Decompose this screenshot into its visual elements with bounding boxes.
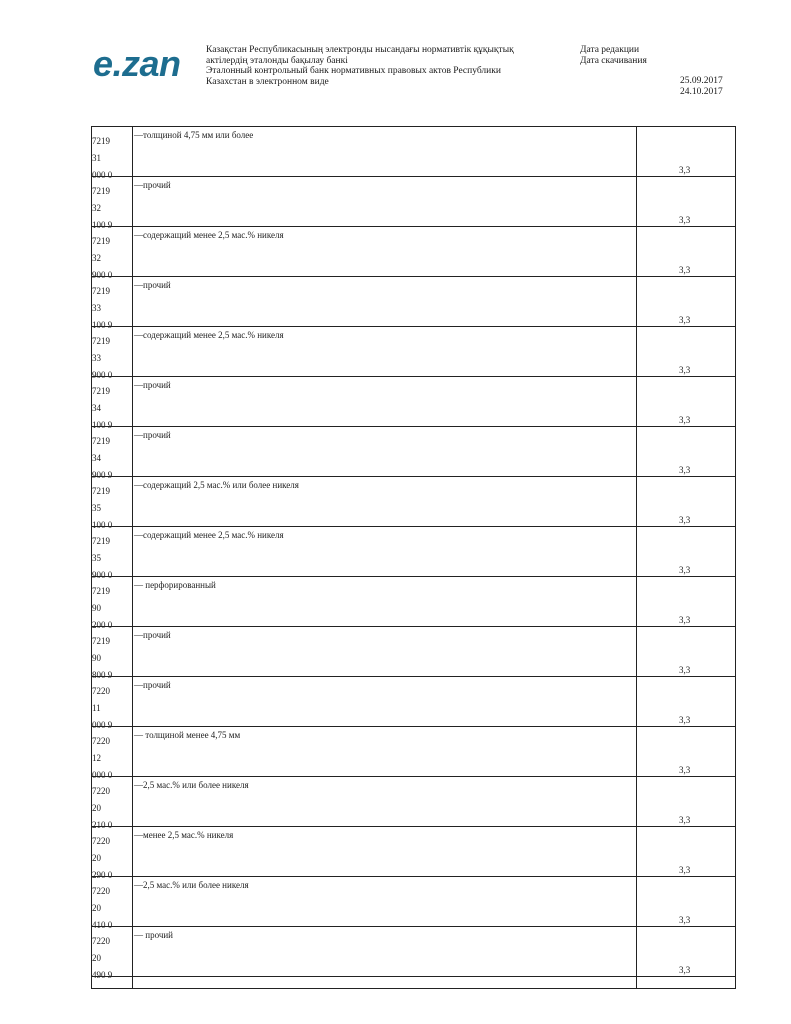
document-header <box>0 0 791 120</box>
duty-rate: 3,3 <box>679 265 691 275</box>
duty-rate: 3,3 <box>679 865 691 875</box>
item-description: —толщиной 4,75 мм или более <box>134 130 254 140</box>
table-row <box>92 127 735 180</box>
duty-rate: 3,3 <box>679 715 691 725</box>
header-line: Казахстан в электронном виде <box>206 76 329 87</box>
tariff-code: 7220 11 000 9 <box>92 686 113 730</box>
item-description: —2,5 мас.% или более никеля <box>134 780 249 790</box>
tariff-code: 7219 33 100 9 <box>92 286 113 330</box>
item-description: — прочий <box>134 930 173 940</box>
item-description: — перфорированный <box>134 580 216 590</box>
duty-rate: 3,3 <box>679 415 691 425</box>
duty-rate: 3,3 <box>679 365 691 375</box>
header-line: Эталонный контрольный банк нормативных правовых актов Республики <box>206 66 501 76</box>
duty-rate: 3,3 <box>679 465 691 475</box>
duty-rate: 3,3 <box>679 915 691 925</box>
header-source-text <box>206 45 566 87</box>
tariff-code: 7220 20 290 0 <box>92 836 113 880</box>
ezan-logo: e.zan <box>93 43 181 84</box>
tariff-code: 7219 32 900 0 <box>92 236 113 280</box>
item-description: —2,5 мас.% или более никеля <box>134 880 249 890</box>
table-row <box>92 177 735 230</box>
table-row <box>92 327 735 380</box>
table-row <box>92 477 735 530</box>
table-row <box>92 427 735 480</box>
download-date-label: Дата скачивания <box>580 55 647 66</box>
tariff-code: 7219 90 200 0 <box>92 586 113 630</box>
duty-rate: 3,3 <box>679 815 691 825</box>
duty-rate: 3,3 <box>679 515 691 525</box>
table-row <box>92 577 735 630</box>
duty-rate: 3,3 <box>679 615 691 625</box>
duty-rate: 3,3 <box>679 565 691 575</box>
table-row <box>92 277 735 330</box>
item-description: —содержащий 2,5 мас.% или более никеля <box>134 480 299 490</box>
duty-rate: 3,3 <box>679 315 691 325</box>
item-description: —содержащий менее 2,5 мас.% никеля <box>134 530 284 540</box>
tariff-code: 7220 20 410 0 <box>92 886 113 930</box>
header-dates <box>680 76 723 97</box>
tariff-code: 7220 20 210 0 <box>92 786 113 830</box>
table-row <box>92 227 735 280</box>
header-line: Казақстан Республикасының электронды нысандағы нормативтік құқықтық <box>206 45 514 55</box>
item-description: —прочий <box>134 630 171 640</box>
item-description: —прочий <box>134 380 171 390</box>
tariff-code: 7219 33 900 0 <box>92 336 113 380</box>
item-description: —содержащий менее 2,5 мас.% никеля <box>134 230 284 240</box>
table-row <box>92 377 735 430</box>
table-row <box>92 927 735 980</box>
item-description: —прочий <box>134 280 171 290</box>
edition-date: 25.09.2017 <box>680 76 723 86</box>
tariff-code: 7219 34 100 9 <box>92 386 113 430</box>
tariff-code: 7219 35 100 0 <box>92 486 113 530</box>
duty-rate: 3,3 <box>679 765 691 775</box>
table-row <box>92 677 735 730</box>
item-description: — толщиной менее 4,75 мм <box>134 730 241 740</box>
item-description: —прочий <box>134 430 171 440</box>
item-description: —прочий <box>134 180 171 190</box>
tariff-code: 7219 32 100 9 <box>92 186 113 230</box>
tariff-code: 7219 34 900 9 <box>92 436 113 480</box>
tariff-code: 7220 20 490 9 <box>92 936 113 980</box>
table-row <box>92 527 735 580</box>
item-description: —менее 2,5 мас.% никеля <box>134 830 234 840</box>
duty-rate: 3,3 <box>679 665 691 675</box>
item-description: —прочий <box>134 680 171 690</box>
tariff-code: 7219 90 800 9 <box>92 636 113 680</box>
item-description: —содержащий менее 2,5 мас.% никеля <box>134 330 284 340</box>
tariff-table <box>91 126 736 989</box>
table-row <box>92 777 735 830</box>
header-line: актілердің эталонды бақылау банкі <box>206 55 348 66</box>
duty-rate: 3,3 <box>679 965 691 975</box>
duty-rate: 3,3 <box>679 215 691 225</box>
tariff-code: 7219 31 000 0 <box>92 136 113 180</box>
download-date: 24.10.2017 <box>680 86 723 97</box>
table-row <box>92 627 735 680</box>
duty-rate: 3,3 <box>679 165 691 175</box>
tariff-code: 7219 35 900 0 <box>92 536 113 580</box>
tariff-code: 7220 12 000 0 <box>92 736 113 780</box>
edition-date-label: Дата редакции <box>580 45 640 55</box>
table-row <box>92 727 735 780</box>
table-row <box>92 877 735 930</box>
table-row <box>92 827 735 880</box>
header-date-labels <box>580 45 647 66</box>
